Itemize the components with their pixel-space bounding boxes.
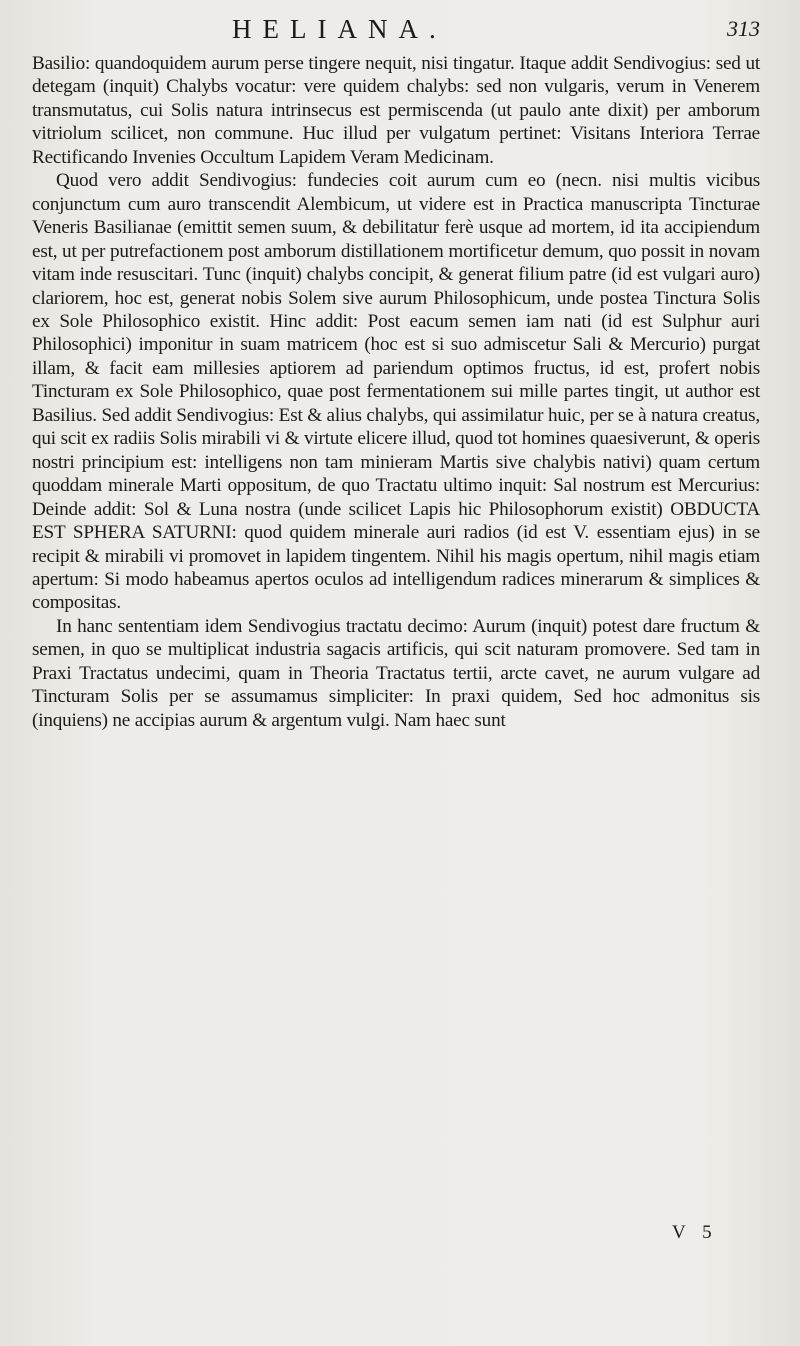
page-number: 313 [727,16,760,41]
running-title: HELIANA. [232,14,447,44]
page-header [32,14,760,48]
paragraph-1: Basilio: quandoquidem aurum perse tingere nequit, nisi tingatur. Itaque addit Sendivogius: sed ut detegam (inquit) Chalybs vocatur: vere quidem chalybs: sed non vulgaris, verum in Venerem transmutatus, cui Solis natura intrinsecus est permiscenda (ut paulo ante dixit) per amborum vitriolum scilicet, non commune. Huc illud per vulgatum pertinet: Visitans Interiora Terrae Rectificando Invenies Occultum Lapidem Veram Medicinam. [32,53,760,168]
page-footer [32,1222,760,1248]
signature-mark: V 5 [672,1222,718,1243]
paragraph-2: Quod vero addit Sendivogius: fundecies coit aurum cum eo (necn. nisi multis vicibus conjunctum cum auro transcendit Alembicum, ut videre est in Practica manuscripta Tincturae Veneris Basilianae (emittit semen suum, & debilitatur ferè usque ad mortem, id ita accipiendum est, ut per putrefactionem post amborum distillationem mortificetur demum, quo possit in novam vitam inde resuscitari. Tunc (inquit) chalybs concipit, & generat filium patre (id est vulgari auro) clariorem, hoc est, generat nobis Solem sive aurum Philosophicum, unde postea Tinctura Solis ex Sole Philosophico existit. Hinc addit: Post eacum semen iam nati (id est Sulphur auri Philosophici) imponitur in suam matricem (hoc est si suo admiscetur Sali & Mercurio) purgat illam, & facit eam millesies aptiorem ad pariendum optimos fructus, id est, profert nobis Tincturam ex Sole Philosophico, quae post fermentationem sui mille partes tingit, ut author est Basilius. Sed addit Sendivogius: Est & alius chalybs, qui assimilatur huic, per se à natura creatus, qui scit ex radiis Solis mirabili vi & virtute elicere illud, quod tot homines quaesiverunt, & operis nostri principium est: intelligens non tam minieram Martis sive chalybis nativi) quam certum quoddam minerale Marti oppositum, de quo Tractatu ultimo inquit: Sal nostrum est Mercurius: Deinde addit: Sol & Luna nostra (unde scilicet Lapis hic Philosophorum existit) OBDUCTA EST SPHERA SATURNI: quod quidem minerale auri radios (id est V. essentiam ejus) in se recipit & mirabili vi promovet in lapidem tingentem. Nihil his magis opertum, nihil magis etiam apertum: Si modo habeamus apertos oculos ad intelligendum radices minerarum & simplices & compositas. [32,170,760,614]
main-text [32,52,760,732]
paragraph-3: In hanc sententiam idem Sendivogius tractatu decimo: Aurum (inquit) potest dare fructum & semen, in quo se multiplicat industria sagacis artificis, qui scit naturam promovere. Sed tam in Praxi Tractatus undecimi, quam in Theoria Tractatus tertii, arcte cavet, ne aurum vulgare ad Tincturam Solis per se assumamus simpliciter: In praxi quidem, Sed hoc admonitus sis (inquiens) ne accipias aurum & argentum vulgi. Nam haec sunt [32,615,760,731]
